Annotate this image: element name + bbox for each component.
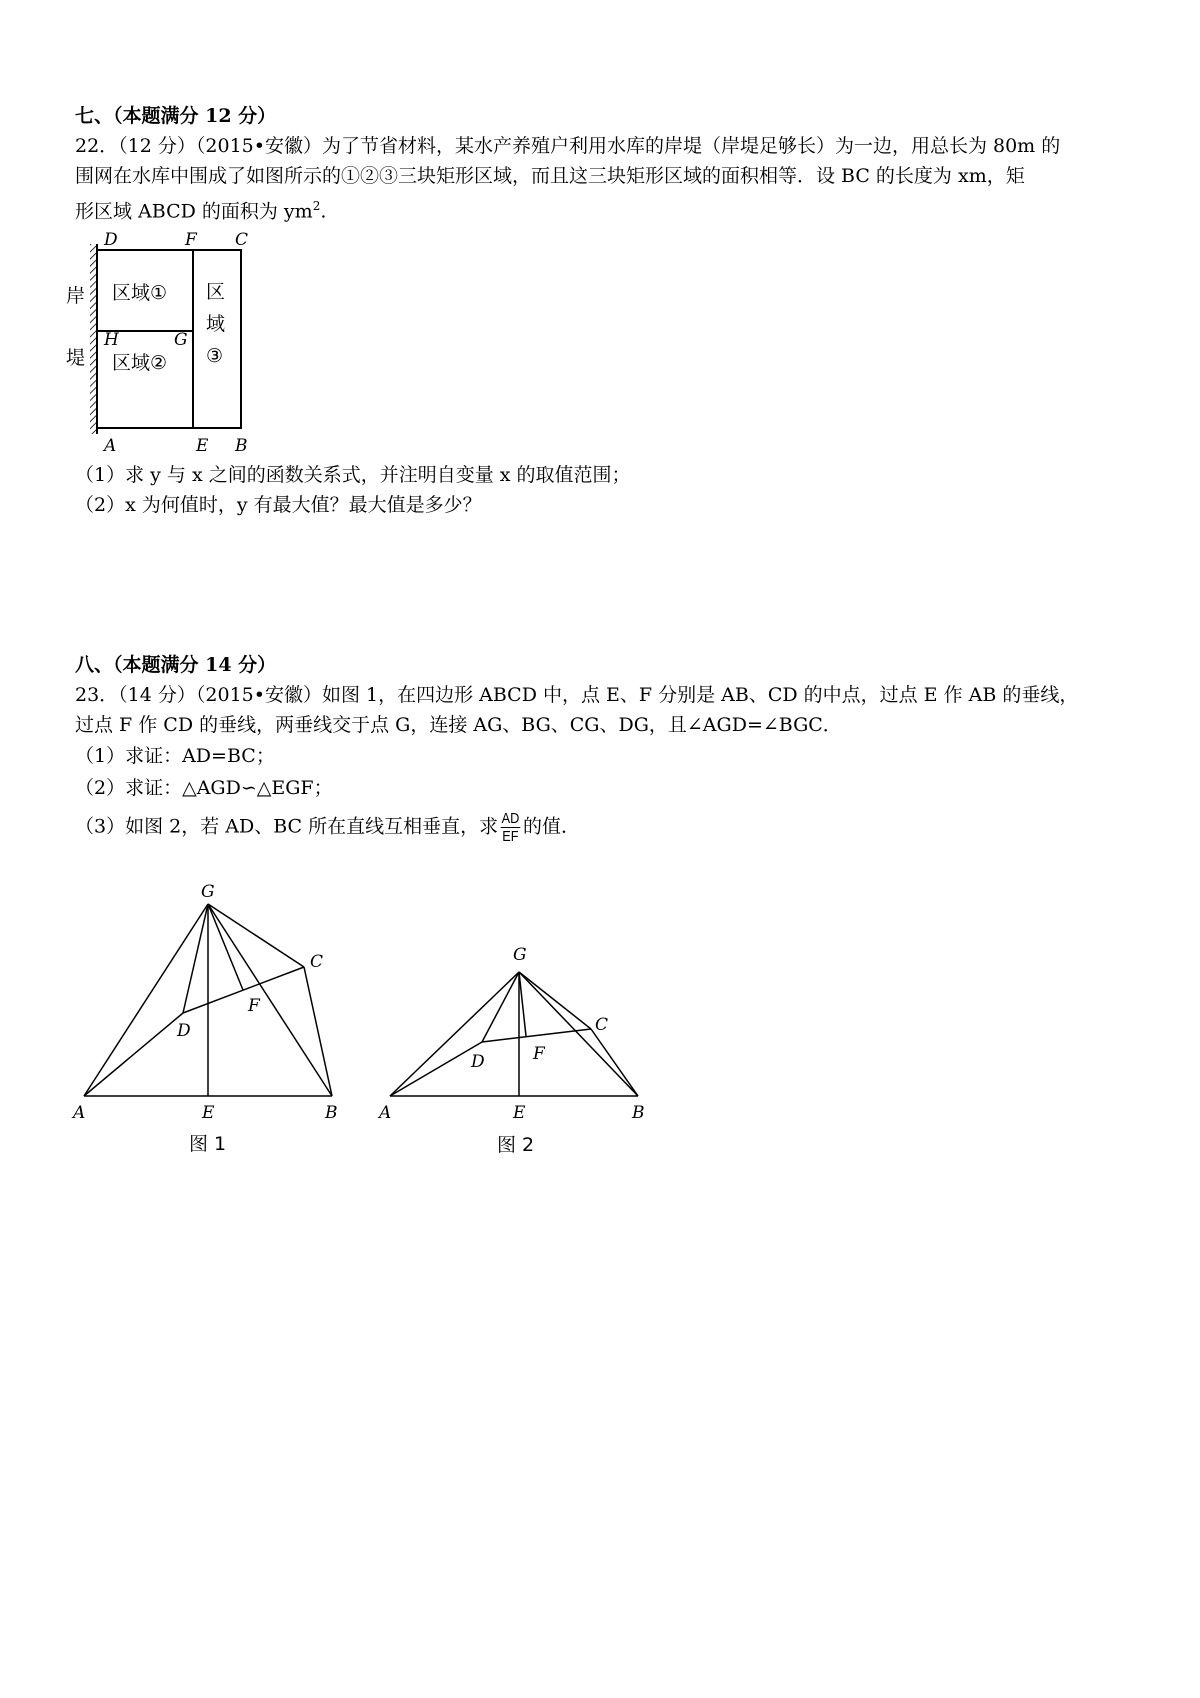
seg-gf: [519, 972, 526, 1036]
q22-line-1: 22．（12 分）（2015•安徽）为了节省材料，某水产养殖户利用水库的岸堤（岸堤足够长）为一边，用总长为 80m 的: [75, 135, 1061, 157]
fig1-label-c: C: [310, 952, 324, 972]
seg-ga: [390, 972, 519, 1096]
fig2-label-f: F: [533, 1044, 545, 1064]
q23-sub-1: （1）求证：AD=BC；: [75, 745, 275, 767]
fig1-label-d: D: [177, 1021, 191, 1041]
bank-char-2: 堤: [66, 347, 86, 369]
fig2-label-c: C: [595, 1015, 609, 1035]
q22-figure: [60, 232, 280, 454]
point-label-f: F: [185, 232, 197, 250]
seg-ga: [84, 904, 208, 1096]
fig1-label-g: G: [201, 882, 215, 902]
point-label-b: B: [235, 436, 248, 454]
q23-sub-3-post: 的值．: [522, 815, 580, 838]
q22-line-3-text: 形区域 ABCD 的面积为 ym: [75, 200, 313, 223]
q22-line-3: [75, 192, 326, 225]
region-2-label: 区域②: [112, 352, 168, 374]
q23-figure-2: [370, 930, 650, 1160]
fig2-label-g: G: [513, 945, 527, 965]
fig1-label-e: E: [202, 1103, 215, 1123]
bank-hatching: [90, 244, 97, 434]
q23-section-title: 八、（本题满分 14 分）: [75, 654, 277, 676]
seg-gc: [519, 972, 591, 1029]
seg-gf: [208, 904, 243, 990]
fig1-label-f: F: [248, 996, 260, 1016]
q23-line-1: 23．（14 分）（2015•安徽）如图 1，在四边形 ABCD 中，点 E、F 分别是 AB、CD 的中点，过点 E 作 AB 的垂线，: [75, 684, 1079, 706]
fig2-label-a: A: [379, 1103, 392, 1123]
seg-gb: [519, 972, 638, 1096]
seg-dc: [183, 967, 304, 1013]
point-label-c: C: [235, 232, 249, 250]
q23-line-2: 过点 F 作 CD 的垂线，两垂线交于点 G，连接 AG、BG、CG、DG，且∠AGD=∠BGC．: [75, 714, 842, 736]
fraction-numerator: AD: [501, 810, 520, 827]
fig1-label-a: A: [73, 1103, 86, 1123]
q22-sub-1: （1）求 y 与 x 之间的函数关系式，并注明自变量 x 的取值范围；: [75, 464, 631, 486]
seg-gb: [208, 904, 332, 1096]
fig1-label-b: B: [325, 1103, 338, 1123]
region-3-label-a: 区: [206, 281, 226, 303]
q22-section-title: 七、（本题满分 12 分）: [75, 105, 277, 127]
seg-cb: [591, 1029, 638, 1096]
q23-sub-2: （2）求证：△AGD∽△EGF；: [75, 777, 333, 799]
region-1-label: 区域①: [112, 282, 168, 304]
fraction-denominator: EF: [502, 828, 519, 845]
q22-line-2: 围网在水库中围成了如图所示的①②③三块矩形区域，而且这三块矩形区域的面积相等．设 BC 的长度为 xm，矩: [75, 165, 1025, 187]
seg-cb: [304, 967, 332, 1096]
point-label-h: H: [104, 330, 119, 350]
seg-ad: [84, 1013, 183, 1096]
region-3-label-b: 域: [206, 313, 226, 335]
seg-ad: [390, 1042, 482, 1096]
fig2-label-b: B: [632, 1103, 645, 1123]
seg-gd: [183, 904, 208, 1013]
fig2-label-d: D: [471, 1052, 485, 1072]
ad-over-ef-fraction: [501, 810, 520, 845]
fig2-caption: 图 2: [497, 1134, 535, 1156]
q22-sub-2: （2）x 为何值时，y 有最大值？最大值是多少？: [75, 494, 482, 516]
q23-sub-3: [75, 810, 580, 845]
q22-line-3-end: .: [320, 200, 327, 223]
q23-figure-1: [60, 870, 350, 1160]
fig1-caption: 图 1: [189, 1133, 227, 1155]
q22-line-3-sup: 2: [312, 199, 321, 213]
point-label-e: E: [196, 436, 209, 454]
seg-gd: [482, 972, 519, 1042]
bank-char-1: 岸: [66, 285, 86, 307]
seg-gc: [208, 904, 304, 967]
q23-sub-3-pre: （3）如图 2，若 AD、BC 所在直线互相垂直，求: [75, 815, 499, 838]
seg-dc: [482, 1029, 591, 1042]
region-3-label-c: ③: [206, 345, 224, 367]
fig2-label-e: E: [513, 1103, 526, 1123]
point-label-d: D: [104, 232, 118, 250]
point-label-g: G: [174, 330, 188, 350]
point-label-a: A: [104, 436, 117, 454]
